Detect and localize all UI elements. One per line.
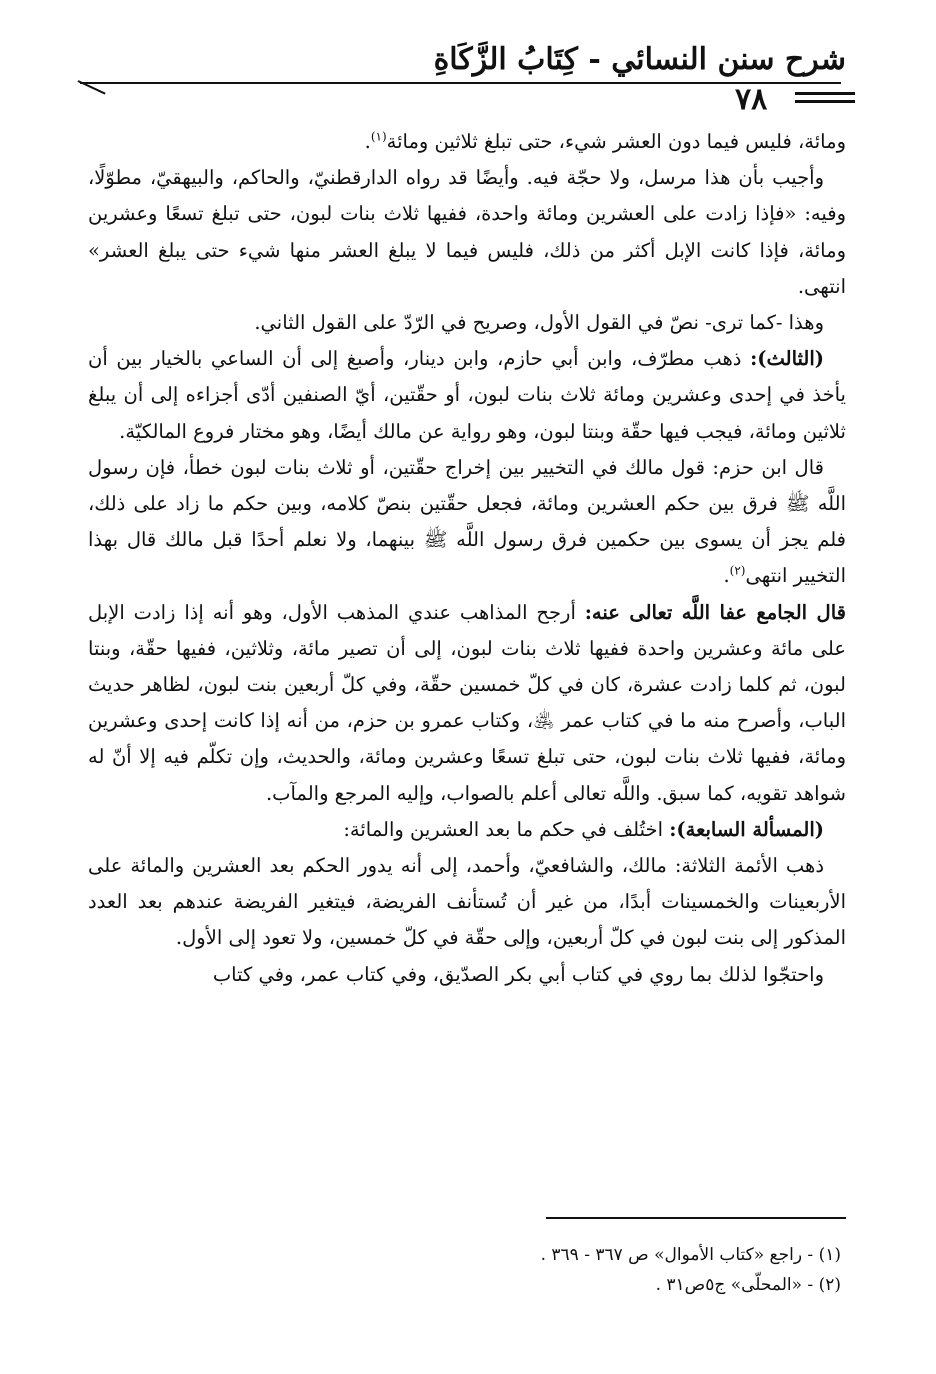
footnote-2: (٢) - «المحلّى» ج٥ص٣١ . <box>655 1275 841 1295</box>
page-number-rule-bottom <box>795 100 855 103</box>
paragraph-1: ومائة، فليس فيما دون العشر شيء، حتى تبلغ ثلاثين ومائة$^{(١)}$. <box>364 129 846 153</box>
page-number-rule-top <box>795 92 855 95</box>
paragraph-6: قال الجامع عفا اللَّه تعالى عنه: أرجح المذاهب عندي المذهب الأول، وهو أنه إذا زادت الإبل على مائة وعشرين واحدة ففيها ثلاث بنات لبون، إلى أن تصير مائة، وثلاثين، ففيها حقّة، وبنتا لبون، ثم كلما زادت عشرة، كان في كلّ خمسين حقّة، وفي كلّ أربعين بنت لبون، لظاهر حديث الباب، وأصرح منه ما في كتاب عمر ﵁، وكتاب عمرو بن حزم، من أنه إذا كانت إحدى وعشرين ومائة، ففيها ثلاث بنات لبون، حتى تبلغ تسعًا وعشرين ومائة، والحديث، وإن تكلّم فيه إلا أنّ له شواهد تقويه، كما سبق. واللَّه تعالى أعلم بالصواب، وإليه المرجع والمآب. <box>88 600 846 805</box>
footnote-1: (١) - راجع «كتاب الأموال» ص ٣٦٧ - ٣٦٩ . <box>540 1245 841 1265</box>
paragraph-lead: قال الجامع عفا اللَّه تعالى عنه: <box>584 600 846 624</box>
paragraph-2: وأجيب بأن هذا مرسل، ولا حجّة فيه. وأيضًا قد رواه الدارقطنيّ، والحاكم، والبيهقيّ، مطوّلًا، وفيه: «فإذا زادت على العشرين ومائة واحدة، ففيها ثلاث بنات لبون، حتى تبلغ تسعًا وعشرين ومائة، فإذا كانت الإبل أكثر من ذلك، فليس فيما لا يبلغ العشر منها شيء حتى يبلغ العشر» انتهى. <box>88 166 846 298</box>
paragraph-9: واحتجّوا لذلك بما روي في كتاب أبي بكر الصدّيق، وفي كتاب عمر، وفي كتاب <box>212 962 824 986</box>
paragraph-7: (المسألة السابعة): اختُلف في حكم ما بعد العشرين والمائة: <box>343 817 824 841</box>
footnote-separator <box>546 1217 846 1219</box>
paragraph-lead: (الثالث): <box>750 347 824 371</box>
paragraph-5: قال ابن حزم: قول مالك في التخيير بين إخراج حقّتين، أو ثلاث بنات لبون خطأ، فإن رسول اللَّه ﷺ فرق بين حكم العشرين ومائة، فجعل حقّتين بنصّ كلامه، وبين حكم ما زاد على ذلك، فلم يجز أن يسوى بين حكمين فرق رسول اللَّه ﷺ بينهما، ولا نعلم أحدًا قبل مالك قال بهذا التخيير انتهى$^{(٢)}$. <box>88 455 846 588</box>
header-rule <box>80 82 841 84</box>
running-header-title: شرح سنن النسائي - كِتَابُ الزَّكَاةِ <box>433 42 846 77</box>
footnote-ref-2[interactable]: (٢) <box>729 563 746 578</box>
paragraph-3: وهذا -كما ترى- نصّ في القول الأول، وصريح في الرّدّ على القول الثاني. <box>254 311 824 335</box>
paragraph-8: ذهب الأئمة الثلاثة: مالك، والشافعيّ، وأحمد، إلى أنه يدور الحكم بعد العشرين والمائة على الأربعينات والخمسينات أبدًا، من غير أن تُستأنف الفريضة، فيتغير الفريضة عندهم بعد العدد المذكور إلى بنت لبون في كلّ أربعين، وإلى حقّة في كلّ خمسين، ولا تعود إلى الأول. <box>88 854 846 950</box>
main-text <box>88 124 846 993</box>
paragraph-4: (الثالث): ذهب مطرّف، وابن أبي حازم، وابن دينار، وأصبغ إلى أن الساعي بالخيار بين أن يأخذ في إحدى وعشرين ومائة ثلاث بنات لبون، أو حقّتين، أيّ الصنفين أدّى أجزاءه إلى أن يبلغ ثلاثين ومائة، فيجب فيها حقّة وبنتا لبون، وهو رواية عن مالك أيضًا، وهو مختار فروع المالكيّة. <box>88 347 846 443</box>
footnotes <box>141 1240 841 1300</box>
page-number: ٧٨ <box>735 82 768 117</box>
paragraph-lead: (المسألة السابعة): <box>669 817 824 841</box>
footnote-ref-1[interactable]: (١) <box>370 129 387 144</box>
